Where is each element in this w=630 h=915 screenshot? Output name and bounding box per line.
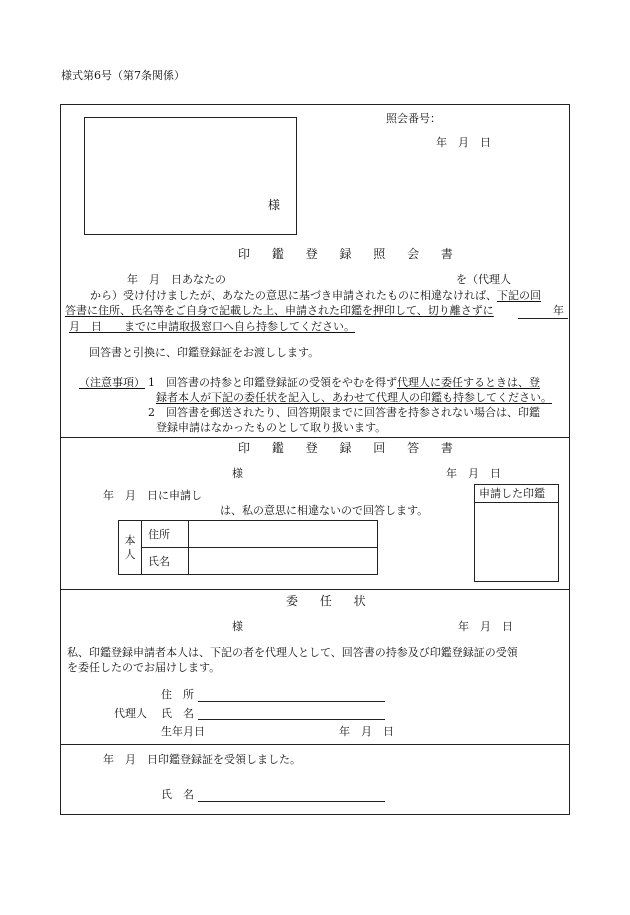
addressee-box bbox=[84, 117, 297, 235]
answer-addressee-suffix: 様 bbox=[232, 467, 243, 480]
applicant-table bbox=[118, 520, 378, 575]
note1-line1-underlined: 代理人に委任するときは、登 bbox=[397, 376, 540, 389]
proxy-name-field[interactable] bbox=[198, 719, 385, 720]
receipt-name-label: 氏 名 bbox=[161, 788, 194, 801]
proxy-date: 年 月 日 bbox=[458, 620, 513, 633]
applicant-label: 本人 bbox=[119, 521, 142, 575]
proxy-agent-label: 代理人 bbox=[114, 707, 147, 720]
proxy-address-field[interactable] bbox=[198, 701, 385, 702]
notes-label: （注意事項） bbox=[79, 376, 145, 389]
addressee-suffix: 様 bbox=[268, 198, 281, 212]
proxy-text-line2: を委任したのでお届けします。 bbox=[67, 661, 221, 674]
inquiry-p1-line3-tail-underline bbox=[518, 318, 568, 319]
proxy-dob-label: 生年月日 bbox=[161, 725, 205, 738]
note1-line1-text: 1 回答書の持参と印鑑登録証の受領をやむを得ず bbox=[148, 376, 397, 389]
note2-line2: 登録申請はなかったものとして取り扱います。 bbox=[156, 421, 387, 434]
applicant-name-label: 氏名 bbox=[142, 548, 189, 575]
answer-statement: は、私の意思に相違ないので回答します。 bbox=[220, 504, 429, 517]
note2-line1: 2 回答書を郵送されたり、回答期限までに回答書を持参されない場合は、印鑑 bbox=[148, 406, 540, 419]
proxy-name-label: 氏 名 bbox=[161, 707, 194, 720]
answer-applied-on: 年 月 日に申請し bbox=[103, 489, 202, 502]
receipt-name-field[interactable] bbox=[198, 801, 385, 802]
answer-title: 印 鑑 登 録 回 答 書 bbox=[238, 441, 462, 455]
inquiry-p1-line2 bbox=[90, 289, 541, 303]
applicant-address-label: 住所 bbox=[142, 521, 189, 548]
seal-box-header-line bbox=[474, 502, 559, 503]
section-divider-2 bbox=[60, 589, 570, 590]
inquiry-p1-line2-text: から）受け付けましたが、あなたの意思に基づき申請されたものに相違なければ、 bbox=[90, 289, 497, 302]
inquiry-title: 印 鑑 登 録 照 会 書 bbox=[238, 247, 462, 261]
inquiry-date: 年 月 日 bbox=[436, 136, 491, 149]
proxy-dob-date: 年 月 日 bbox=[339, 725, 394, 738]
note1-line2: 録者本人が下記の委任状を記入し、あわせて代理人の印鑑も持参してください。 bbox=[156, 391, 552, 404]
inquiry-p1-line1b: を（代理人 bbox=[456, 273, 511, 286]
seal-box-label: 申請した印鑑 bbox=[479, 487, 545, 500]
proxy-title: 委 任 状 bbox=[286, 594, 375, 608]
form-number-label: 様式第6号（第7条関係） bbox=[61, 69, 185, 82]
note1-line1 bbox=[148, 376, 540, 390]
applicant-name-field[interactable] bbox=[189, 548, 378, 575]
answer-date: 年 月 日 bbox=[446, 467, 501, 480]
receipt-text: 年 月 日印鑑登録証を受領しました。 bbox=[103, 753, 301, 766]
inquiry-p1-line1a: 年 月 日あなたの bbox=[127, 273, 226, 286]
reference-number-label: 照会番号： bbox=[386, 112, 441, 125]
inquiry-p1-line3: 答書に住所、氏名等をご自身で記載した上、申請された印鑑を押印して、切り離さずに bbox=[65, 304, 494, 317]
inquiry-p1-line3b: 年 bbox=[553, 304, 564, 317]
proxy-addressee-suffix: 様 bbox=[232, 620, 243, 633]
applicant-address-field[interactable] bbox=[189, 521, 378, 548]
inquiry-p1-line4: 月 日 までに申請取扱窓口へ自ら持参してください。 bbox=[69, 320, 355, 333]
inquiry-p2: 回答書と引換に、印鑑登録証をお渡しします。 bbox=[89, 346, 320, 359]
section-divider-1 bbox=[60, 437, 570, 438]
section-divider-3 bbox=[60, 744, 570, 745]
proxy-address-label: 住 所 bbox=[161, 688, 194, 701]
proxy-text-line1: 私、印鑑登録申請者本人は、下記の者を代理人として、回答書の持参及び印鑑登録証の受領 bbox=[67, 646, 518, 659]
inquiry-p1-line2-underlined: 下記の回 bbox=[497, 289, 541, 302]
